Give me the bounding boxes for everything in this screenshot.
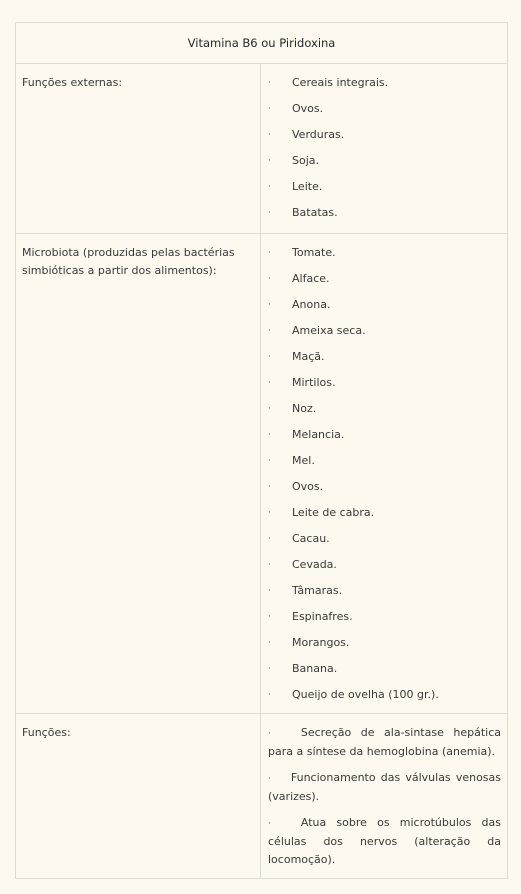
list-item: · Tâmaras. (268, 582, 501, 608)
list-item: · Anona. (268, 296, 501, 322)
list-item: · Morangos. (268, 634, 501, 660)
list-item: · Cacau. (268, 530, 501, 556)
list-item: · Mirtilos. (268, 374, 501, 400)
list-item: · Verduras. (268, 126, 501, 152)
list-item: · Ovos. (268, 100, 501, 126)
bullet-icon: · (268, 560, 271, 570)
item-list (261, 234, 507, 713)
bullet-icon: · (268, 586, 271, 596)
list-item: · Cevada. (268, 556, 501, 582)
bullet-icon: · (268, 404, 271, 414)
bullet-icon: · (268, 774, 271, 784)
list-item: · Ameixa seca. (268, 322, 501, 348)
bullet-icon: · (268, 664, 271, 674)
list-item: · Noz. (268, 400, 501, 426)
item-list (261, 64, 507, 233)
bullet-icon: · (268, 482, 271, 492)
list-item: · Leite. (268, 178, 501, 204)
paragraph-list (261, 714, 507, 878)
bullet-icon: · (268, 274, 271, 284)
bullet-icon: · (268, 508, 271, 518)
bullet-icon: · (268, 378, 271, 388)
function-paragraph: · Secreção de ala-sintase hepática para a síntese da hemoglobina (anemia). (268, 726, 501, 758)
bullet-icon: · (268, 430, 271, 440)
bullet-icon: · (268, 248, 271, 258)
list-item: · Maçã. (268, 348, 501, 374)
row-label: Funções: (16, 714, 261, 878)
list-item: · Leite de cabra. (268, 504, 501, 530)
bullet-icon: · (268, 456, 271, 466)
row-label: Microbiota (produzidas pelas bactérias simbióticas a partir dos alimentos): (16, 234, 261, 713)
bullet-icon: · (268, 130, 271, 140)
bullet-icon: · (268, 352, 271, 362)
row-label: Funções externas: (16, 64, 261, 233)
function-paragraph: · Atua sobre os microtúbulos das células dos nervos (alteração da locomoção). (268, 816, 501, 866)
bullet-icon: · (268, 182, 271, 192)
bullet-icon: · (268, 326, 271, 336)
bullet-icon: · (268, 729, 271, 739)
bullet-icon: · (268, 638, 271, 648)
bullet-icon: · (268, 300, 271, 310)
list-item: · Alface. (268, 270, 501, 296)
table-row (16, 64, 507, 234)
function-paragraph: · Funcionamento das válvulas venosas (varizes). (268, 771, 501, 803)
bullet-icon: · (268, 208, 271, 218)
list-item: · Ovos. (268, 478, 501, 504)
bullet-icon: · (268, 612, 271, 622)
list-item: · Mel. (268, 452, 501, 478)
list-item: · Espinafres. (268, 608, 501, 634)
list-item: · Melancia. (268, 426, 501, 452)
list-item: · Soja. (268, 152, 501, 178)
list-item: · Cereais integrais. (268, 74, 501, 100)
bullet-icon: · (268, 690, 271, 700)
bullet-icon: · (268, 819, 271, 829)
table-row (16, 714, 507, 878)
list-item: · Tomate. (268, 244, 501, 270)
list-item: · Queijo de ovelha (100 gr.). (268, 686, 501, 712)
vitamin-table (15, 22, 508, 879)
table-title: Vitamina B6 ou Piridoxina (16, 23, 507, 64)
bullet-icon: · (268, 534, 271, 544)
bullet-icon: · (268, 156, 271, 166)
bullet-icon: · (268, 78, 271, 88)
table-row (16, 234, 507, 714)
bullet-icon: · (268, 104, 271, 114)
list-item: · Banana. (268, 660, 501, 686)
list-item: · Batatas. (268, 204, 501, 230)
